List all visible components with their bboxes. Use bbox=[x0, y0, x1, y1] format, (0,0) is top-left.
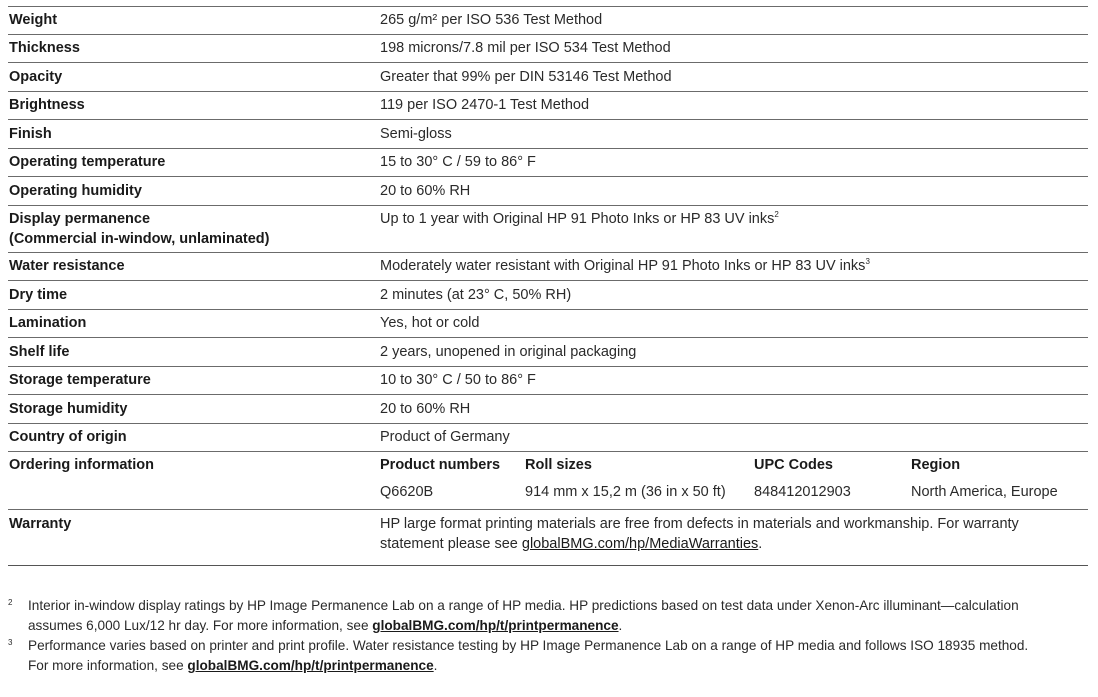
spec-row-country-of-origin bbox=[8, 424, 1088, 453]
spec-row-brightness bbox=[8, 92, 1088, 121]
spec-row-thickness bbox=[8, 35, 1088, 64]
spec-value: 15 to 30° C / 59 to 86° F bbox=[380, 154, 536, 171]
warranty-line1: HP large format printing materials are free from defects in materials and workmanship. For warranty bbox=[380, 516, 1019, 532]
spec-label: Water resistance bbox=[9, 258, 125, 275]
footnote-line2-text: For more information, see bbox=[28, 658, 188, 673]
footnote-link[interactable]: globalBMG.com/hp/t/printpermanence bbox=[187, 658, 434, 673]
spec-value: 2 minutes (at 23° C, 50% RH) bbox=[380, 286, 572, 303]
spec-value bbox=[380, 256, 1088, 276]
spec-value: 20 to 60% RH bbox=[380, 182, 471, 199]
spec-value: 2 years, unopened in original packaging bbox=[380, 343, 637, 360]
header-roll-sizes: Roll sizes bbox=[525, 457, 592, 473]
ordering-header-row bbox=[380, 452, 1088, 478]
footnote-line2 bbox=[28, 616, 1088, 636]
upc-code: 848412012903 bbox=[754, 484, 851, 500]
spec-label: Operating humidity bbox=[9, 182, 142, 199]
spec-row-lamination bbox=[8, 310, 1088, 339]
spec-row-opacity bbox=[8, 63, 1088, 92]
footnotes bbox=[8, 596, 1088, 676]
spec-label: Shelf life bbox=[9, 343, 70, 360]
spec-row-water-resistance bbox=[8, 253, 1088, 282]
footnote-number: 3 bbox=[8, 638, 13, 647]
warranty-line2-text: statement please see bbox=[380, 536, 522, 552]
spec-row-dry-time bbox=[8, 281, 1088, 310]
footnote-ref: 3 bbox=[865, 257, 870, 267]
spec-value: Yes, hot or cold bbox=[380, 315, 480, 332]
header-upc-codes: UPC Codes bbox=[754, 457, 833, 473]
spec-label: Brightness bbox=[9, 97, 85, 114]
warranty-row bbox=[8, 510, 1088, 566]
roll-size: 914 mm x 15,2 m (36 in x 50 ft) bbox=[525, 484, 726, 500]
spec-label: Operating temperature bbox=[9, 154, 166, 171]
footnote-period: . bbox=[618, 618, 623, 633]
spec-value: 265 g/m² per ISO 536 Test Method bbox=[380, 12, 603, 29]
spec-label-line1: Display permanence bbox=[9, 210, 151, 227]
spec-label: Country of origin bbox=[9, 429, 127, 446]
region: North America, Europe bbox=[911, 484, 1058, 500]
spec-row-storage-humidity bbox=[8, 395, 1088, 424]
specifications-table bbox=[8, 6, 1088, 566]
spec-label: Finish bbox=[9, 125, 52, 142]
spec-label: Ordering information bbox=[9, 457, 154, 473]
header-product-numbers: Product numbers bbox=[380, 457, 501, 473]
spec-value bbox=[380, 209, 1088, 252]
footnote-number: 2 bbox=[8, 598, 13, 607]
footnote-line2-text: assumes 6,000 Lux/12 hr day. For more information, see bbox=[28, 618, 373, 633]
spec-label: Storage temperature bbox=[9, 372, 151, 389]
spec-value: 119 per ISO 2470-1 Test Method bbox=[380, 97, 590, 114]
spec-label: Opacity bbox=[9, 68, 63, 85]
warranty-text bbox=[380, 514, 1088, 565]
ordering-data-row bbox=[380, 478, 1088, 506]
spec-row-operating-humidity bbox=[8, 177, 1088, 206]
footnote-ref: 2 bbox=[774, 209, 779, 219]
footnote-link[interactable]: globalBMG.com/hp/t/printpermanence bbox=[372, 618, 619, 633]
footnote-line2 bbox=[28, 656, 1088, 676]
spec-row-shelf-life bbox=[8, 338, 1088, 367]
spec-label: Dry time bbox=[9, 286, 68, 303]
spec-label: Storage humidity bbox=[9, 400, 128, 417]
spec-value: Product of Germany bbox=[380, 429, 510, 446]
spec-row-storage-temperature bbox=[8, 367, 1088, 396]
footnote-line1: Performance varies based on printer and print profile. Water resistance testing by HP Image Permanence Lab on a range of HP media and follows ISO 18935 method. bbox=[28, 638, 1029, 653]
spec-row-weight bbox=[8, 6, 1088, 35]
spec-value: 20 to 60% RH bbox=[380, 400, 471, 417]
spec-label: Warranty bbox=[9, 516, 72, 532]
spec-label: Weight bbox=[9, 12, 58, 29]
footnote-3 bbox=[8, 636, 1088, 676]
header-region: Region bbox=[911, 457, 961, 473]
footnote-line1: Interior in-window display ratings by HP Image Permanence Lab on a range of HP media. HP predictions based on test data under Xenon-Arc illuminant—calculation bbox=[28, 598, 1019, 613]
footnote-2 bbox=[8, 596, 1088, 636]
spec-value-text: Moderately water resistant with Original HP 91 Photo Inks or HP 83 UV inks bbox=[380, 258, 866, 275]
spec-label: Lamination bbox=[9, 315, 87, 332]
spec-label-line2: (Commercial in-window, unlaminated) bbox=[9, 230, 270, 247]
warranty-period: . bbox=[758, 536, 763, 552]
spec-label: Thickness bbox=[9, 40, 80, 57]
spec-value: 198 microns/7.8 mil per ISO 534 Test Method bbox=[380, 40, 671, 57]
spec-value: Semi-gloss bbox=[380, 125, 452, 142]
warranty-line2 bbox=[380, 534, 1088, 554]
footnote-text bbox=[28, 636, 1088, 676]
product-number: Q6620B bbox=[380, 484, 434, 500]
spec-row-operating-temperature bbox=[8, 149, 1088, 178]
spec-value: 10 to 30° C / 50 to 86° F bbox=[380, 372, 536, 389]
footnote-text bbox=[28, 596, 1088, 636]
warranty-link[interactable]: globalBMG.com/hp/MediaWarranties bbox=[521, 536, 759, 552]
footnote-period: . bbox=[433, 658, 438, 673]
spec-value-text: Up to 1 year with Original HP 91 Photo Inks or HP 83 UV inks bbox=[380, 210, 775, 227]
ordering-information-row bbox=[8, 452, 1088, 510]
ordering-table bbox=[380, 452, 1088, 509]
spec-row-finish bbox=[8, 120, 1088, 149]
spec-value: Greater that 99% per DIN 53146 Test Method bbox=[380, 68, 672, 85]
spec-row-display-permanence bbox=[8, 206, 1088, 253]
spec-label bbox=[8, 209, 380, 252]
